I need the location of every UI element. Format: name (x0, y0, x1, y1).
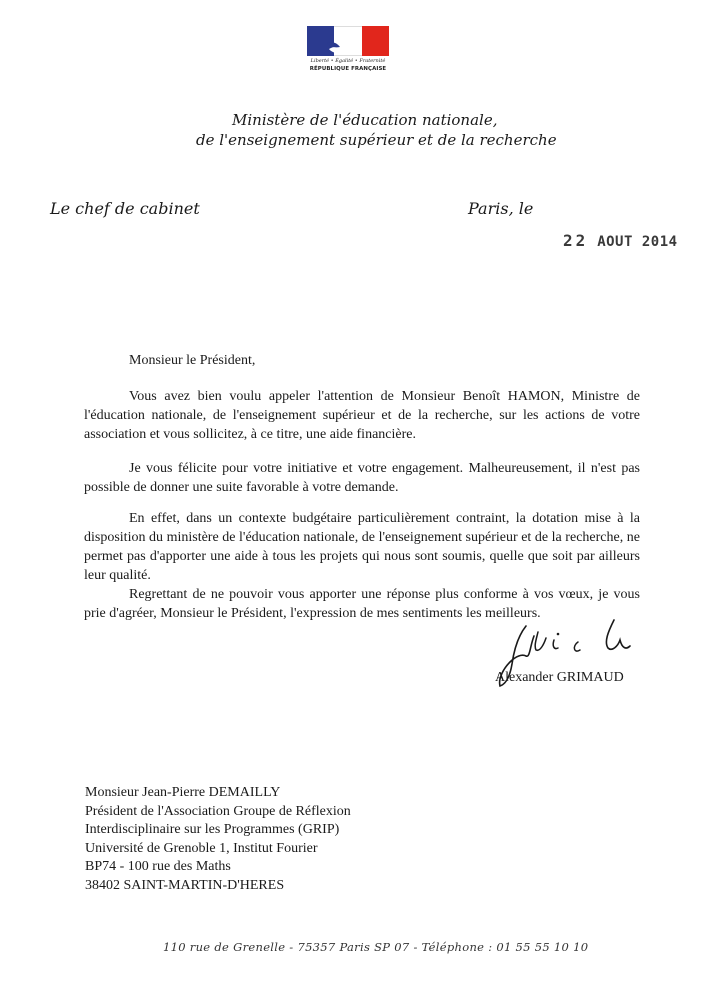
republique-francaise-logo (307, 26, 389, 78)
letter-paragraph-2 (84, 459, 640, 497)
date-stamp-day: 22 (563, 231, 589, 250)
paragraph-text: En effet, dans un contexte budgétaire particulièrement contraint, la dotation mise à la disposition du ministère de l'éducation nationale, de l'enseignement supérieur et de la recherche, ne permet pas d'apporter une aide à tous les projets qui nous sont soumis, quelle que soit par ailleurs leur qualité. (84, 511, 640, 583)
recipient-line: 38402 SAINT-MARTIN-D'HERES (85, 877, 285, 893)
marianne-profile-icon (325, 29, 371, 55)
letter-paragraph-3 (84, 509, 640, 585)
place-label: Paris, le (468, 199, 534, 218)
letter-paragraph-1 (84, 387, 640, 444)
recipient-line: Interdisciplinaire sur les Programmes (GRIP) (85, 822, 340, 837)
salutation: Monsieur le Président, (129, 353, 256, 368)
recipient-address (85, 784, 351, 895)
paragraph-text: Je vous félicite pour votre initiative et votre engagement. Malheureusement, il n'est pas possible de donner une suite favorable à votre demande. (84, 461, 640, 495)
republic-name: RÉPUBLIQUE FRANÇAISE (309, 66, 387, 72)
ministry-name-line1: Ministère de l'éducation nationale, (232, 111, 498, 129)
republic-motto: Liberté • Égalité • Fraternité (310, 58, 386, 64)
sender-title: Le chef de cabinet (50, 199, 200, 218)
date-stamp (563, 231, 678, 250)
paragraph-text: Regrettant de ne pouvoir vous apporter une réponse plus conforme à vos vœux, je vous prie d'agréer, Monsieur le Président, l'expression de mes sentiments les meilleurs. (84, 587, 640, 621)
recipient-line: Université de Grenoble 1, Institut Fourier (85, 840, 318, 856)
date-stamp-month-year: AOUT 2014 (597, 234, 678, 250)
signer-name: Alexander GRIMAUD (495, 670, 624, 685)
recipient-line: BP74 - 100 rue des Maths (85, 859, 231, 874)
recipient-line: Président de l'Association Groupe de Réflexion (85, 803, 351, 819)
footer-address: 110 rue de Grenelle - 75357 Paris SP 07 - Téléphone : 01 55 55 10 10 (163, 940, 589, 954)
paragraph-text: Vous avez bien voulu appeler l'attention de Monsieur Benoît HAMON, Ministre de l'éducation nationale, de l'enseignement supérieur et de la recherche, sur les actions de votre association et vous sollicitez, à ce titre, une aide financière. (84, 389, 640, 442)
ministry-name-line2: de l'enseignement supérieur et de la recherche (196, 131, 557, 149)
recipient-line: Monsieur Jean-Pierre DEMAILLY (85, 785, 281, 800)
